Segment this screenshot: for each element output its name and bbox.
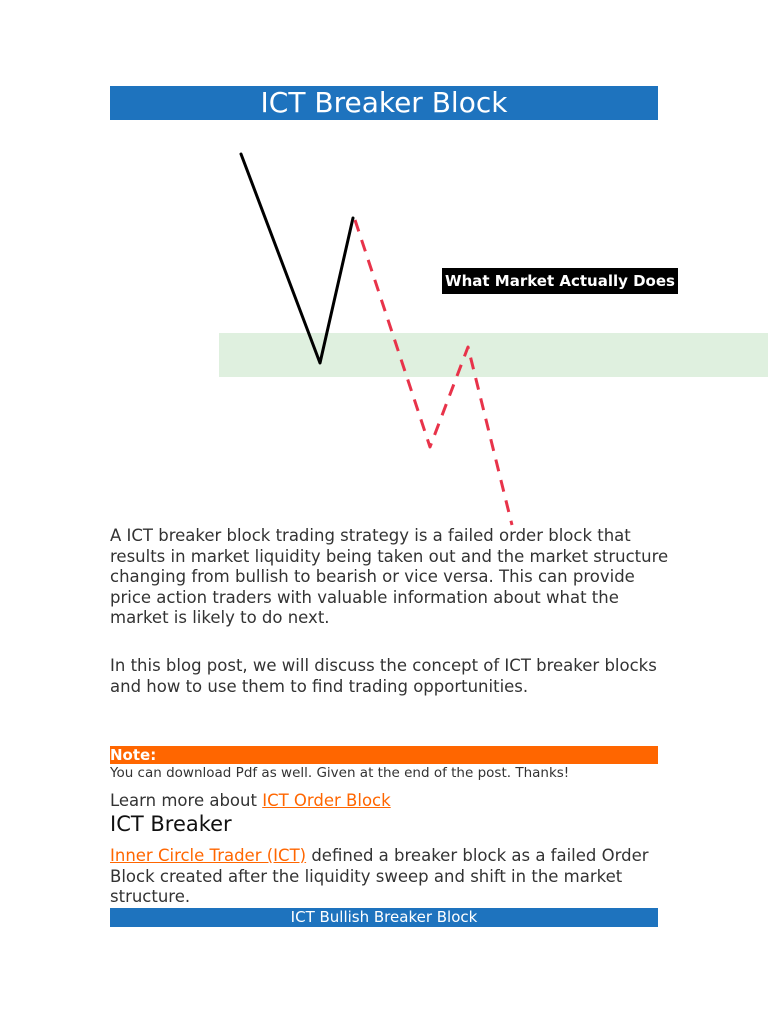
expected-price-path xyxy=(241,154,353,363)
page-title: ICT Breaker Block xyxy=(110,86,658,120)
definition-paragraph xyxy=(110,846,670,908)
note-text: You can download Pdf as well. Given at the end of the post. Thanks! xyxy=(110,765,570,781)
order-block-zone xyxy=(219,333,768,377)
ict-order-block-link[interactable]: ICT Order Block xyxy=(262,791,391,810)
subheading-bar: ICT Bullish Breaker Block xyxy=(110,908,658,927)
section-heading: ICT Breaker xyxy=(110,812,232,836)
learn-more-prefix: Learn more about xyxy=(110,791,263,810)
figure-label: What Market Actually Does xyxy=(445,272,675,290)
breaker-block-diagram xyxy=(0,130,768,530)
learn-more-line xyxy=(110,790,670,812)
breaker-block-figure xyxy=(0,130,768,530)
blog-intro-paragraph: In this blog post, we will discuss the concept of ICT breaker blocks and how to use them to find trading opportunities. xyxy=(110,656,657,696)
definition-text: defined a breaker block as a failed Order Block created after the liquidity sweep and shift in the market structure. xyxy=(110,846,649,907)
inner-circle-trader-link[interactable]: Inner Circle Trader (ICT) xyxy=(110,846,307,865)
intro-paragraph: A ICT breaker block trading strategy is a failed order block that results in market liquidity being taken out and the market structure changing from bullish to bearish or vice versa. This can provide price action traders with valuable information about what the market is likely to do next. xyxy=(110,526,669,628)
note-label: Note: xyxy=(110,746,658,764)
